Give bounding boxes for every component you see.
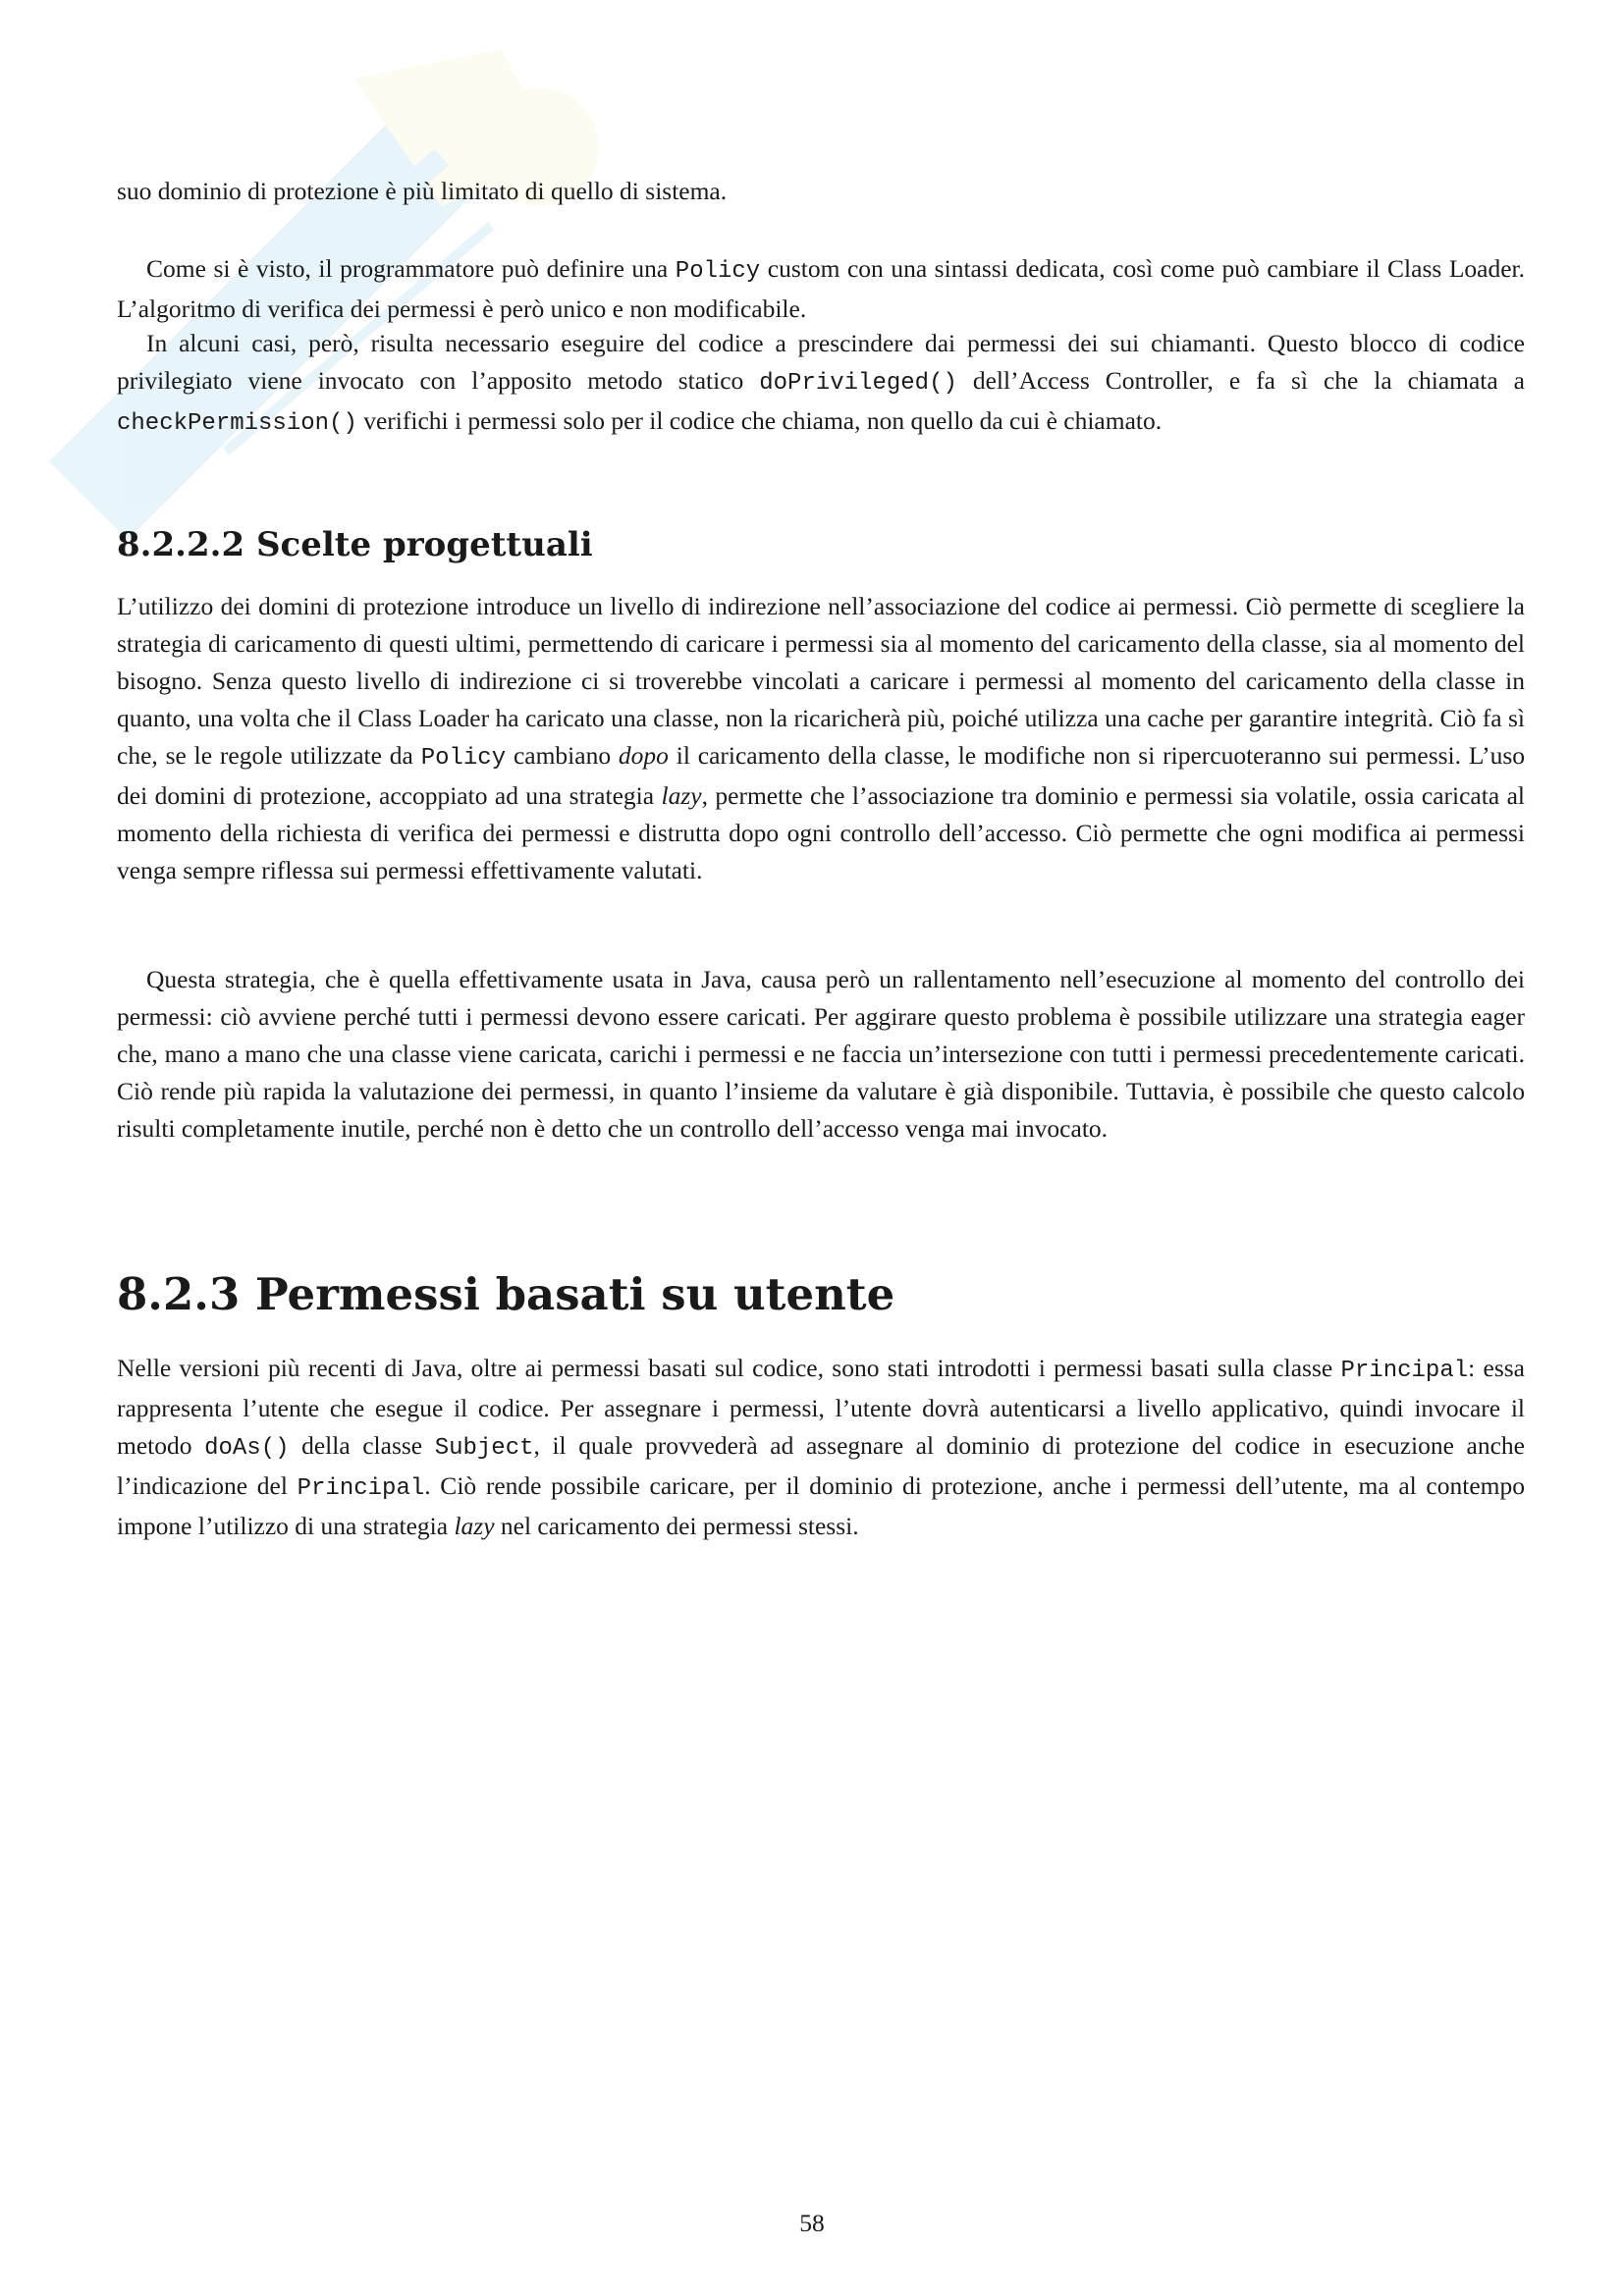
section-heading (117, 1266, 1525, 1323)
text-run: nel caricamento dei permessi stessi. (494, 1512, 859, 1540)
text-run: , permette che l’associazione tra dominio e permessi sia volatile, ossia caricata al momento della richiesta di verifica dei permessi e distrutta dopo ogni controllo dell’accesso. Ciò permette che ogni modifica ai permessi venga sempre riflessa sui permessi effettivamente valutati. (117, 781, 1525, 884)
text-run: . Ciò rende possibile caricare, per il dominio di protezione, anche i permessi dell’utente, ma al contempo impone l’utilizzo di una strategia (117, 1471, 1525, 1540)
page-number: 58 (799, 2209, 825, 2237)
text-run: cambiano (506, 741, 619, 770)
paragraph-policy (117, 250, 1525, 328)
code-checkpermission: checkPermission() (117, 410, 357, 437)
code-doas: doAs() (204, 1435, 290, 1462)
text-run: il caricamento della classe, le modifiche non si ripercuoteranno sui permessi. L’uso dei domini di protezione, accoppiato ad una strategia (117, 741, 1525, 810)
paragraph-continuation (117, 173, 1525, 210)
paragraph-domini (117, 588, 1525, 889)
text-run: verifichi i permessi solo per il codice che chiama, non quello da cui è chiamato. (356, 406, 1163, 435)
paragraph-strategia (117, 961, 1525, 1148)
text-run: della classe (289, 1431, 435, 1460)
text-run: L’utilizzo dei domini di protezione introduce un livello di indirezione nell’associazione del codice ai permessi. Ciò permette di scegliere la strategia di caricamento di questi ultimi, permettendo di caricare i permessi sia al momento del caricamento della classe, sia al momento del bisogno. Senza questo livello di indirezione ci si troverebbe vincolati a caricare i permessi al momento del caricamento della classe in quanto, una volta che il Class Loader ha caricato una classe, non la ricaricherà più, poiché utilizza una cache per garantire integrità. Ciò fa sì che, se le regole utilizzate da (117, 592, 1525, 770)
code-doprivileged: doPrivileged() (759, 370, 957, 397)
emphasis-lazy: lazy (661, 781, 702, 810)
heading-scelte-progettuali: 8.2.2.2 Scelte progettuali (117, 525, 593, 564)
code-policy: Policy (675, 258, 761, 285)
text-run: custom con una sintassi dedicata, così come può cambiare il Class Loader. L’algoritmo di verifica dei permessi è però unico e non modificabile. (117, 254, 1525, 323)
text-run: , il quale provvederà ad assegnare al dominio di protezione del codice in esecuzione anche l’indicazione del (117, 1431, 1525, 1500)
paragraph-privileged (117, 325, 1525, 443)
code-policy: Policy (420, 745, 507, 772)
text-run: dell’Access Controller, e fa sì che la chiamata a (956, 366, 1525, 395)
emphasis-dopo: dopo (618, 741, 669, 770)
emphasis-lazy: lazy (454, 1512, 495, 1540)
heading-permessi-utente: 8.2.3 Permessi basati su utente (117, 1268, 895, 1320)
text-run: In alcuni casi, però, risulta necessario eseguire del codice a prescindere dai permessi dei sui chiamanti. Questo blocco di codice privilegiato viene invocato con l’apposito metodo statico (117, 329, 1525, 395)
code-subject: Subject (434, 1435, 534, 1462)
text-run: Come si è visto, il programmatore può definire una (146, 254, 676, 283)
subsection-heading (117, 522, 1525, 567)
paragraph-text: suo dominio di protezione è più limitato di quello di sistema. (117, 177, 728, 205)
code-principal: Principal (1340, 1358, 1469, 1384)
paragraph-text: Questa strategia, che è quella effettivamente usata in Java, causa però un rallentamento nell’esecuzione al momento del controllo dei permessi: ciò avviene perché tutti i permessi devono essere caricati. Per aggirare questo problema è possibile utilizzare una strategia eager che, mano a mano che una classe viene caricata, carichi i permessi e ne faccia un’intersezione con tutti i permessi precedentemente caricati. Ciò rende più rapida la valutazione dei permessi, in quanto l’insieme da valutare è già disponibile. Tuttavia, è possibile che questo calcolo risulti completamente inutile, perché non è detto che un controllo dell’accesso venga mai invocato. (117, 965, 1525, 1143)
text-run: : essa rappresenta l’utente che esegue il codice. Per assegnare i permessi, l’utente dovrà autenticarsi a livello applicativo, quindi invocare il metodo (117, 1354, 1525, 1460)
text-run: Nelle versioni più recenti di Java, oltre ai permessi basati sul codice, sono stati introdotti i permessi basati sulla classe (117, 1354, 1341, 1382)
code-principal: Principal (297, 1475, 425, 1502)
paragraph-principal (117, 1350, 1525, 1545)
